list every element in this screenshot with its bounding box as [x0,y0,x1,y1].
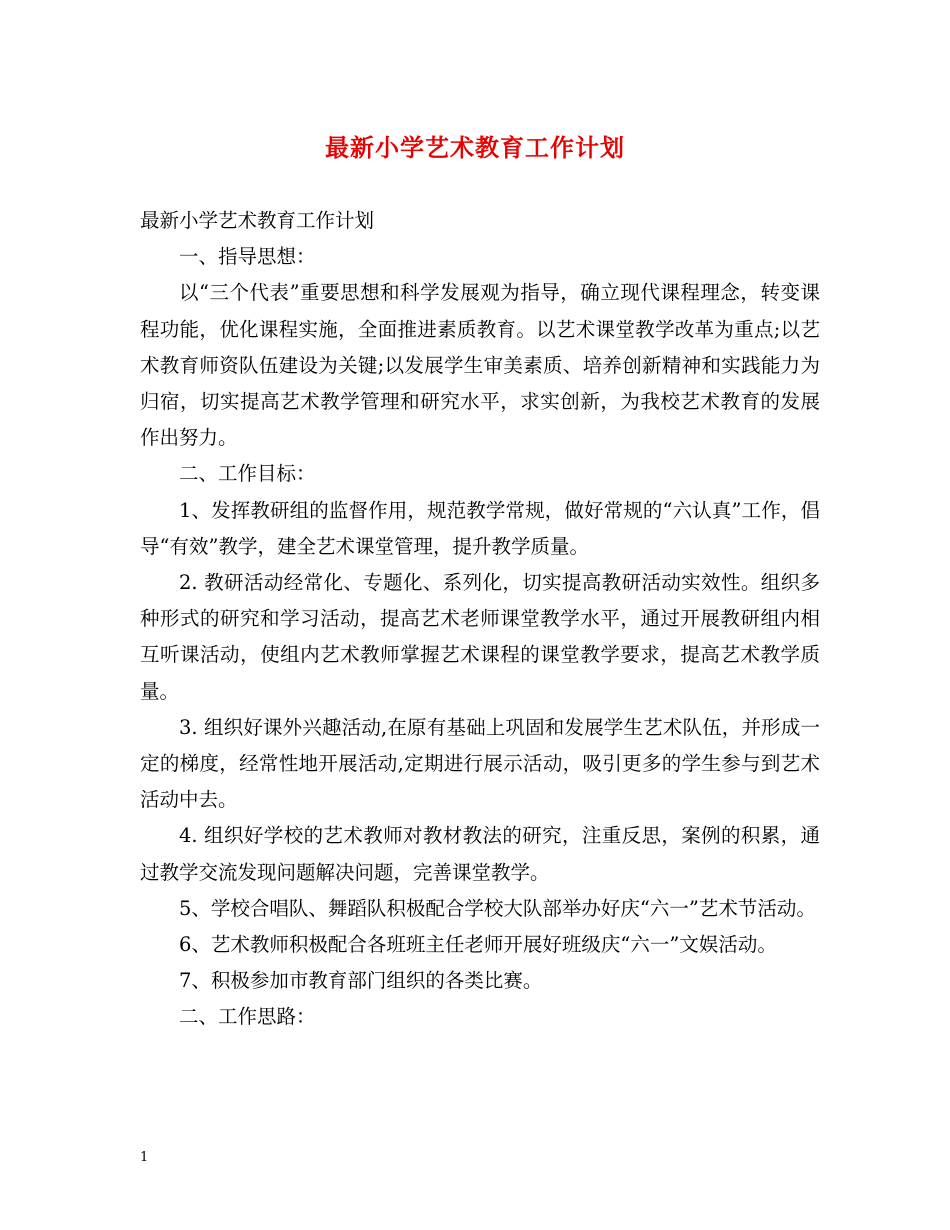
document-body [140,203,820,1036]
section-heading-work-approach: 二、工作思路： [179,1005,316,1029]
page-number: 1 [140,1150,149,1165]
document-title: 最新小学艺术教育工作计划 [325,133,625,162]
section-heading-guiding-thought: 一、指导思想： [179,245,316,269]
goal-item-3: 3. 组织好课外兴趣活动,在原有基础上巩固和发展学生艺术队伍，并形成一定的梯度，经常性地开展活动,定期进行展示活动，吸引更多的学生参与到艺术活动中去。 [140,715,820,812]
paragraph-guiding-thought: 以“三个代表”重要思想和科学发展观为指导，确立现代课程理念，转变课程功能，优化课程实施，全面推进素质教育。以艺术课堂教学改革为重点;以艺术教育师资队伍建设为关键;以发展学生审美素质、培养创新精神和实践能力为归宿，切实提高艺术教学管理和研究水平，求实创新，为我校艺术教育的发展作出努力。 [140,281,820,450]
goal-item-1: 1、发挥教研组的监督作用，规范教学常规，做好常规的“六认真”工作，倡导“有效”教学，建全艺术课堂管理，提升教学质量。 [140,498,820,558]
goal-item-5: 5、学校合唱队、舞蹈队积极配合学校大队部举办好庆“六一”艺术节活动。 [179,896,816,920]
section-heading-work-goals: 二、工作目标： [179,462,316,486]
goal-item-7: 7、积极参加市教育部门组织的各类比赛。 [179,969,543,993]
goal-item-2: 2. 教研活动经常化、专题化、系列化，切实提高教研活动实效性。组织多种形式的研究和学习活动，提高艺术老师课堂教学水平，通过开展教研组内相互听课活动，使组内艺术教师掌握艺术课程的课堂教学要求，提高艺术教学质量。 [140,571,820,703]
paragraph-heading: 最新小学艺术教育工作计划 [140,209,375,232]
goal-item-6: 6、艺术教师积极配合各班班主任老师开展好班级庆“六一”文娱活动。 [179,933,777,957]
goal-item-4: 4. 组织好学校的艺术教师对教材教法的研究，注重反思，案例的积累，通过教学交流发现问题解决问题，完善课堂教学。 [140,824,820,884]
